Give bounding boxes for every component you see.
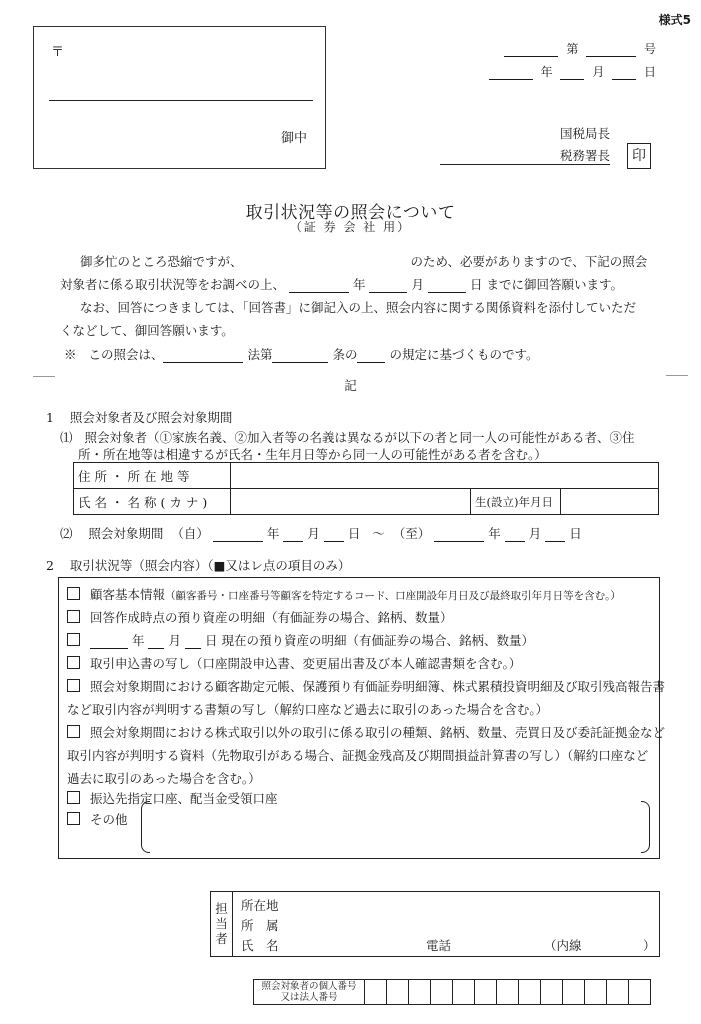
- month-label: 月: [528, 526, 542, 541]
- body-text: この照会は、: [88, 347, 164, 362]
- body-paragraph-2: [60, 275, 623, 293]
- ki-marker: 記: [344, 378, 357, 393]
- id-digit-cell[interactable]: [431, 980, 453, 1005]
- id-label-line2: 又は法人番号: [280, 992, 338, 1003]
- to-year-field[interactable]: [434, 527, 484, 542]
- to-label: （至）: [392, 526, 431, 541]
- side-char: 者: [215, 931, 228, 946]
- item-label: 振込先指定口座、配当金受領口座: [90, 791, 278, 806]
- contact-name-label: 氏 名: [241, 938, 279, 953]
- inquiry-item-non-stock-trades-cont2: 過去に取引のあった場合を含む。）: [67, 771, 261, 786]
- deadline-day-field[interactable]: [428, 278, 466, 293]
- from-label: （自）: [171, 526, 209, 541]
- checkbox[interactable]: [67, 812, 80, 825]
- checkbox[interactable]: [67, 633, 80, 646]
- contact-side-label: [211, 892, 233, 956]
- body-paragraph-3: なお、回答につきましては、「回答書」に御記入の上、照会内容に関する関係資料を添付していただ: [80, 300, 637, 315]
- checkbox[interactable]: [67, 725, 80, 738]
- id-digit-cell[interactable]: [365, 980, 387, 1005]
- id-digit-cell[interactable]: [453, 980, 475, 1005]
- other-input[interactable]: [153, 804, 637, 850]
- id-digit-cell[interactable]: [519, 980, 541, 1005]
- asof-year-field[interactable]: [90, 634, 128, 649]
- body-text: 法第: [247, 347, 273, 362]
- id-digit-cell[interactable]: [409, 980, 431, 1005]
- year-label: 年: [352, 277, 366, 292]
- to-day-field[interactable]: [545, 527, 565, 542]
- name-input[interactable]: [231, 489, 471, 515]
- year-label: 年: [131, 633, 145, 648]
- body-text: のため、必要がありますので、下記の照会: [410, 254, 648, 269]
- name-label: 氏名・名称(カナ): [74, 489, 231, 515]
- other-bracket-right: [641, 801, 650, 853]
- section-title: 照会対象者及び照会対象期間: [69, 410, 233, 425]
- reference-number-line: [500, 40, 656, 57]
- checkbox[interactable]: [67, 610, 80, 623]
- legal-basis-note: [64, 345, 538, 363]
- postal-mark: 〒: [51, 45, 65, 60]
- id-digit-cell[interactable]: [541, 980, 563, 1005]
- side-char: 担: [215, 901, 228, 916]
- subsection-1-1-cont: 所・所在地等は相違するが氏名・生年月日等から同一人の可能性がある者を含む。）: [78, 447, 547, 462]
- id-digit-cell[interactable]: [607, 980, 629, 1005]
- contact-extension-label: （内線: [544, 938, 582, 953]
- ref-year-field[interactable]: [489, 65, 533, 80]
- checkbox[interactable]: [67, 587, 80, 600]
- contact-department-label: 所 属: [241, 918, 279, 933]
- item-note: （顧客番号・口座番号等顧客を特定するコード、口座開設年月日及び最終取引年月日等を含む。）: [165, 590, 621, 602]
- day-label: 日: [569, 526, 582, 541]
- id-number-table: [253, 979, 651, 1005]
- ref-no-label: 第: [566, 42, 579, 56]
- from-year-field[interactable]: [213, 527, 263, 542]
- birthdate-label: 生(設立)年月日: [471, 489, 561, 515]
- body-paragraph-1: [80, 252, 647, 270]
- item-label: その他: [90, 812, 128, 827]
- note-mark: ※: [64, 347, 77, 362]
- id-number-label: [254, 980, 365, 1005]
- item-label: 現在の預り資産の明細（有価証券の場合、銘柄、数量）: [221, 633, 534, 648]
- id-digit-cell[interactable]: [475, 980, 497, 1005]
- other-bracket-left: [141, 801, 150, 853]
- body-paragraph-4: くなどして、御回答願います。: [60, 323, 234, 338]
- day-label: 日: [347, 526, 361, 541]
- id-digit-cell[interactable]: [563, 980, 585, 1005]
- month-label: 月: [307, 526, 320, 541]
- issuer-tax-office: 税務署長: [559, 148, 610, 163]
- contact-location-label: 所在地: [241, 898, 279, 913]
- subsection-number: ⑵: [60, 526, 73, 541]
- body-text: 御多忙のところ恐縮ですが、: [80, 254, 243, 269]
- year-label: 年: [488, 526, 501, 541]
- issuer-block: [440, 124, 610, 164]
- inquiry-item-ledger-copies-cont: など取引内容が判明する書類の写し（解約口座など過去に取引のあった場合を含む。）: [67, 702, 549, 717]
- section-title: 取引状況等（照会内容）（■又はレ点の項目のみ）: [69, 558, 351, 573]
- deadline-month-field[interactable]: [369, 278, 407, 293]
- issuer-regional-bureau: 国税局長: [559, 126, 610, 141]
- id-digit-cell[interactable]: [387, 980, 409, 1005]
- issuer-name-line[interactable]: [440, 164, 610, 165]
- body-text: までに御回答願います。: [486, 277, 623, 292]
- inquiry-item-other: [67, 810, 128, 828]
- recipient-address-box: [33, 26, 326, 169]
- document-title: 取引状況等の照会について: [245, 203, 456, 223]
- item-label: 顧客基本情報: [90, 587, 166, 602]
- section-number: 2: [46, 558, 54, 573]
- inquiry-item-current-assets: [67, 608, 453, 626]
- document-subtitle: （証 券 会 社 用）: [289, 220, 412, 234]
- subsection-1-2: [60, 524, 582, 542]
- seal-stamp: 印: [627, 143, 651, 169]
- article-field[interactable]: [272, 348, 328, 363]
- day-label: 日: [469, 277, 483, 292]
- to-month-field[interactable]: [505, 527, 525, 542]
- clause-field[interactable]: [357, 348, 385, 363]
- id-label-line1: 照会対象者の個人番号: [261, 981, 357, 992]
- item-label: 回答作成時点の預り資産の明細（有価証券の場合、銘柄、数量）: [90, 610, 453, 625]
- inquiry-contents-box: [58, 577, 666, 859]
- from-month-field[interactable]: [283, 527, 303, 542]
- ref-month-field[interactable]: [560, 65, 584, 80]
- ref-no-suffix: 号: [643, 42, 656, 56]
- checkbox[interactable]: [67, 679, 80, 692]
- checkbox[interactable]: [67, 656, 80, 669]
- month-label: 月: [411, 277, 424, 292]
- section-number: 1: [46, 410, 54, 425]
- id-digit-cell[interactable]: [585, 980, 607, 1005]
- year-label: 年: [266, 526, 280, 541]
- contact-person-box: [210, 891, 660, 957]
- period-label: 照会対象期間: [88, 526, 164, 541]
- inquiry-item-non-stock-trades-cont: 取引内容が判明する資料（先物取引がある場合、証拠金残高及び期間損益計算書の写し）（解約口座など: [67, 748, 649, 763]
- ref-month-label: 月: [592, 65, 605, 79]
- subsection-text: 照会対象者（①家族名義、②加入者等の名義は異なるが以下の者と同一人の可能性がある者、③住: [84, 430, 635, 445]
- ref-prefix-field[interactable]: [504, 42, 558, 57]
- address-label: 住所・所在地等: [74, 463, 231, 489]
- ref-year-label: 年: [540, 65, 553, 79]
- inquiry-item-assets-as-of-date: [67, 631, 534, 649]
- ref-number-field[interactable]: [586, 42, 636, 57]
- ref-day-field[interactable]: [612, 65, 636, 80]
- asof-month-field[interactable]: [148, 634, 164, 649]
- body-text: 対象者に係る取引状況等をお調べの上、: [60, 277, 286, 292]
- side-char: 当: [215, 916, 228, 931]
- subsection-number: ⑴: [60, 430, 73, 445]
- address-line[interactable]: [49, 100, 313, 101]
- item-label: 照会対象期間における顧客勘定元帳、保護預り有価証券明細簿、株式累積投資明細及び取引残高報告書: [90, 679, 666, 694]
- asof-day-field[interactable]: [185, 634, 201, 649]
- id-digit-cell[interactable]: [629, 980, 651, 1005]
- inquiry-item-non-stock-trades: [67, 723, 665, 741]
- birthdate-input[interactable]: [561, 489, 659, 515]
- contact-phone-label: 電話: [426, 938, 452, 953]
- item-label: 照会対象期間における株式取引以外の取引に係る取引の種類、銘柄、数量、売買日及び委託証拠金など: [90, 725, 666, 740]
- deadline-year-field[interactable]: [289, 278, 349, 293]
- section-1-heading: [46, 408, 232, 426]
- id-digit-cell[interactable]: [497, 980, 519, 1005]
- ref-day-label: 日: [643, 65, 656, 79]
- inquiry-item-application-copy: [67, 654, 521, 672]
- section-2-heading: [46, 556, 350, 574]
- month-label: 月: [168, 633, 181, 648]
- law-name-field[interactable]: [163, 348, 243, 363]
- tilde: ～: [372, 526, 385, 541]
- item-label: 取引申込書の写し（口座開設申込書、変更届出書及び本人確認書類を含む。）: [90, 656, 522, 671]
- inquiry-item-customer-info: [67, 585, 621, 603]
- inquiry-item-ledger-copies: [67, 677, 665, 695]
- target-person-table: [73, 462, 659, 515]
- table-row: [74, 463, 659, 489]
- day-label: 日: [204, 633, 218, 648]
- honorific: 御中: [280, 131, 307, 146]
- form-number: 様式5: [658, 13, 691, 27]
- checkbox[interactable]: [67, 791, 80, 804]
- address-input[interactable]: [231, 463, 659, 489]
- body-text: の規定に基づくものです。: [389, 347, 539, 362]
- contact-extension-close: ）: [643, 938, 656, 953]
- body-text: 条の: [332, 347, 358, 362]
- from-day-field[interactable]: [324, 527, 344, 542]
- table-row: [254, 980, 651, 1005]
- subsection-1-1: [60, 428, 634, 446]
- table-row: [74, 489, 659, 515]
- reference-date-line: [485, 63, 656, 80]
